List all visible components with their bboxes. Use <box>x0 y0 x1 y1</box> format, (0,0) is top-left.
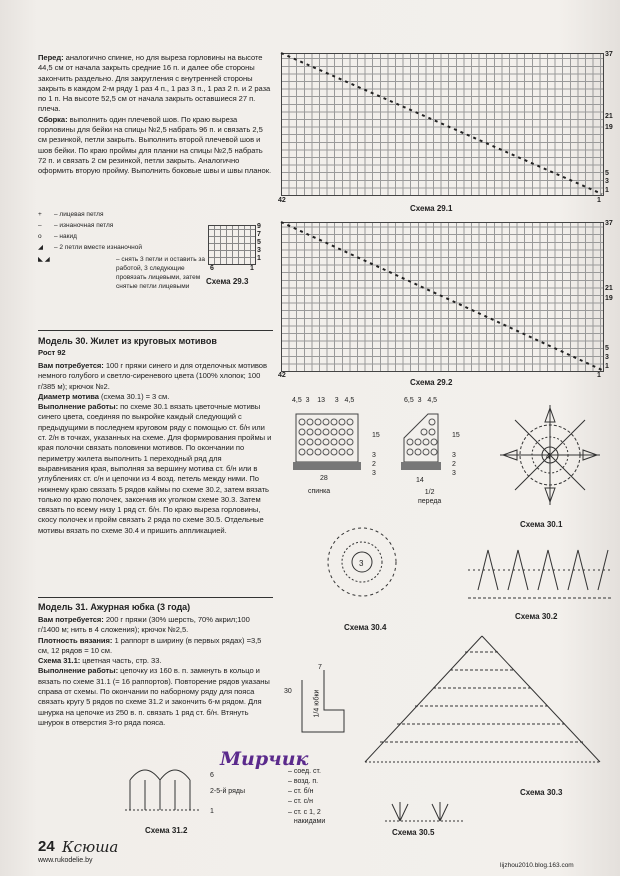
svg-text:4: 4 <box>546 452 551 461</box>
model31-materials-label: Вам потребуется: <box>38 615 104 624</box>
caption-30-1: Схема 30.1 <box>520 520 563 529</box>
caption-29-2: Схема 29.2 <box>410 378 453 387</box>
model30-diam-label: Диаметр мотива <box>38 391 99 401</box>
chart-29-2-row: 1 <box>605 363 609 370</box>
chart-29-1-col: 1 <box>597 197 601 204</box>
caption-30-2: Схема 30.2 <box>515 612 558 621</box>
model31-work: цепочку из 160 в. п. замкнуть в кольцо и вязать по схеме 31.1 (= 16 раппортов). Повторение рядов указаны справа от схемы. По окончании по наборному ряду для пояса связать кругу 5 рядов по схеме 31.2 и закончить 6-м рядом. Для шнурка на цепочке из 250 в. п. связать 1 ряд ст. б/н. Втянуть шнурок в отверстия 3-го ряда пояса. <box>38 666 270 727</box>
back-width: 28 <box>320 475 328 482</box>
chart-29-2-col: 42 <box>278 372 286 379</box>
legend-item: – 2 петли вместе изнаночной <box>54 244 142 251</box>
chart-29-1-row: 1 <box>605 187 609 194</box>
back-piece <box>290 408 370 478</box>
symbol-item: – соед. ст. <box>288 768 321 775</box>
caption-30-5: Схема 30.5 <box>392 828 435 837</box>
model31-scheme: цветная часть, стр. 33. <box>80 656 162 666</box>
back-top-dims: 4,5 3 13 3 4,5 <box>292 397 355 404</box>
svg-text:3: 3 <box>359 559 364 568</box>
chart-29-2-diagonal <box>281 222 602 370</box>
back-dim: 2 <box>372 461 376 468</box>
model30-materials-label: Вам потребуется: <box>38 361 104 370</box>
caption-30-4: Схема 30.4 <box>344 623 387 632</box>
divider <box>38 597 273 598</box>
front-dim: 3 <box>452 452 456 459</box>
page-number: 24 <box>38 838 55 855</box>
model30-body <box>38 361 273 536</box>
signature: Мирчик <box>220 748 309 770</box>
chart-31-2 <box>120 760 210 820</box>
skirt-piece <box>294 660 354 740</box>
chart-29-2-row: 3 <box>605 354 609 361</box>
chart-31-2-row: 6 <box>210 772 214 779</box>
assembly-text: выполнить один плечевой шов. По краю выреза горловины для бейки на спицы №2,5 набрать 96 п. и связать 2,5 см резинкой, петли закрыть. Выполнить второй плечевой шов и шов бейки. По краю проймы для планки на спицы №2,5 набрать 72 п. и связать 2 см резинкой, петли закрыть. Аналогично оформить вторую пройму. Выполнить боковые швы и швы планок. <box>38 114 272 176</box>
caption-29-3: Схема 29.3 <box>206 277 249 286</box>
blog-url: lijzhou2010.blog.163.com <box>500 862 574 869</box>
symbol-item: – ст. с/н <box>288 798 313 805</box>
model30-work-label: Выполнение работы: <box>38 402 119 412</box>
caption-31-2: Схема 31.2 <box>145 826 188 835</box>
symbol-item: – возд. п. <box>288 778 319 785</box>
front-label: Перед: <box>38 53 64 62</box>
chart-29-1-row: 21 <box>605 113 613 120</box>
model30-work: по схеме 30.1 вязать цветочные мотивы синего цвета, соединяя по выкройке каждый следующий с предыдущими в последнем круговом ряду с помощью ст. б/н или ст. 2/н в точках, указанных на схеме. Для формирования проймы и края полочки связать половинки мотивов. По окончании по периметру жилета выполнить 1 переходный ряд для выравнивания края, выполняя за вершину мотива ст. б/н или в углублениях ст. с/н и цепочки из 4 возд. петель между ними. По нижнему краю связать 5 рядов каймы по схеме 30.2, затем вязать только по краю полочек, закончив их уголком схеме 30.3. Затем связать по всему низу 1 ряд ст. б/н. По краю выреза горловины, скосу полочек и пройм связать 2 ряда по схеме 30.5. Отдельные мотивы вязать по схеме 30.4 и пришить аппликацией. <box>38 402 272 535</box>
back-label: спинка <box>308 488 331 495</box>
front-top-dims: 6,5 3 4,5 <box>404 397 438 404</box>
chart-29-1-col: 42 <box>278 197 286 204</box>
chart-29-2-row: 37 <box>605 220 613 227</box>
chart-29-3-row: 7 <box>257 231 261 238</box>
site-url: www.rukodelie.by <box>38 857 93 864</box>
chart-29-1-diagonal <box>281 53 602 194</box>
front-dim-height: 15 <box>452 432 460 439</box>
caption-30-3: Схема 30.3 <box>520 788 563 797</box>
back-dim: 3 <box>372 452 376 459</box>
assembly-label: Сборка: <box>38 114 68 124</box>
front-instructions <box>38 53 273 177</box>
chart-29-3-row: 3 <box>257 247 261 254</box>
model30-diam: (схема 30.1) = 3 см. <box>98 391 170 401</box>
legend-item: – изнаночная петля <box>54 222 114 229</box>
front-label: 1/2 переда <box>418 489 442 505</box>
magazine-page: Перед: аналогично спинке, но для выреза горловины на высоте 44,5 см от начала закрыть средние 16 п. и далее обе стороны закончить раздельно. Для закругления с внутренней стороны закрыть в каждом 2-м ряду 1 раз 4 п., 1 раз 3 п., 1 раз 2 п. и 2 раза по 1 п. На высоте 52,5 см от начала закрыть оставшиеся 27 п. плеча. Сборка: выполнить один плечевой шов. По краю выреза горловины для бейки на спицы №2,5 набрать 96 п. и связать 2,5 см резинкой, петли закрыть. Выполнить второй плечевой шов и шов бейки. По краю проймы для планки на спицы №2,5 набрать 72 п. и связать 2 см резинкой, петли закрыть. Аналогично оформить вторую пройму. Выполнить боковые швы и швы планок. + – лицевая петля – – изнаночная петля o – накид ◢ – 2 петли вместе изнаночной ◣ ◢ – снять 3 петли и оставить за работой, 3 следующие провязать лицевыми, затем снятые петли лицевыми 9 7 5 3 1 6 1 Схема 29.3 37 21 19 5 3 1 42 1 Схема 29.1 37 21 19 5 3 1 42 1 Схема 29.2 Модель 30. Жилет из круговых мотивов Рост 92 Вам потребуется: 100 г пряжи синего и для отделочных мотивов немного голубого и светло-сиреневого цвета (100% хлопок; 100 г/385 м); крючок №2. Диаметр мотива (схема 30.1) = 3 см. Выполнение работы: по схеме 30.1 вязать цветочные мотивы синего цвета, соединяя по выкройке каждый следующий с предыдущими в последнем круговом ряду с помощью ст. б/н или ст. 2/н в точках, указанных на схеме. Для формирования проймы и края полочки связать половинки мотивов. По окончании по периметру жилета выполнить 1 переходный ряд для выравнивания края, выполняя за вершину мотива ст. б/н или в углублениях ст. с/н и цепочки из 4 возд. петель между ними. По нижнему краю связать 5 рядов каймы по схеме 30.2, затем вязать только по краю полочек, закончив их уголком схеме 30.3. Затем связать по всему низу 1 ряд ст. б/н. По краю выреза горловины, скосу полочек и пройм связать 2 ряда по схеме 30.5. Отдельные мотивы вязать по схеме 30.4 и пришить аппликацией. Модель 31. Ажурная юбка (3 года) Вам потребуется: 200 г пряжи (30% шерсть, 70% акрил;100 г/1400 м; нить в 4 сложения); крючок №2,5. Плотность вязания: 1 раппорт в ширину (в первых рядах) =3,5 см, 12 рядов = 10 см. Схема 31.1: цветная часть, стр. 33. Выполнение работы: цепочку из 160 в. п. замкнуть в кольцо и вязать по схеме 31.1 (= 16 раппортов). Повторение рядов указаны справа от схемы. По окончании по наборному ряду для пояса связать кругу 5 рядов по схеме 31.2 и закончить 6-м рядом. Для шнурка на цепочке из 250 в. п. связать 1 ряд ст. б/н. Втянуть шнурок в отверстия 3-го ряда пояса. 4,5 3 13 3 4,5 15 3 2 3 28 спинка 6,5 3 4,5 15 3 2 3 14 1/2 переда 4 Схема 30.1 3 Схема 30.4 Схема 30.2 7 30 1/4 юбки Схема 30.3 Мирчик 6 2-5-й ряды 1 Схема 31.2 – соед. ст. – возд. п. – ст. б/н – ст. с/н – ст. с 1, 2 накидами Схема 30.5 24 Ксюша www.rukodelie.by lijzhou2010.blog.163.com <box>0 0 620 876</box>
chart-31-2-row: 2-5-й ряды <box>210 788 246 795</box>
chart-29-3 <box>208 225 256 265</box>
chart-29-1-row: 3 <box>605 178 609 185</box>
chart-29-1-row: 37 <box>605 51 613 58</box>
chart-29-1-row: 19 <box>605 124 613 131</box>
model31-density-label: Плотность вязания: <box>38 635 113 645</box>
model30-size: Рост 92 <box>38 348 66 357</box>
model31-work-label: Выполнение работы: <box>38 666 119 676</box>
legend-item: – лицевая петля <box>54 211 104 218</box>
front-width: 14 <box>416 477 424 484</box>
magazine-brand: Ксюша <box>62 838 119 856</box>
motif-30-4 <box>322 518 402 618</box>
chart-30-2 <box>468 540 618 605</box>
chart-29-3-row: 9 <box>257 223 261 230</box>
symbol-item: – ст. с 1, 2 накидами <box>288 809 326 825</box>
chart-29-2-row: 21 <box>605 285 613 292</box>
model31-density: 1 раппорт в ширину (в первых рядах) =3,5 см, 12 рядов = 10 см. <box>38 635 262 655</box>
chart-29-2-row: 19 <box>605 295 613 302</box>
skirt-label: 1/4 юбки <box>313 689 321 718</box>
skirt-width: 30 <box>284 688 292 695</box>
back-dim-height: 15 <box>372 432 380 439</box>
divider <box>38 330 273 331</box>
motif-30-1 <box>495 400 605 515</box>
legend-item: – накид <box>54 233 77 240</box>
legend-item: – снять 3 петли и оставить за работой, 3 следующие провязать лицевыми, затем снятые петли лицевыми <box>116 256 206 290</box>
model31-title: Модель 31. Ажурная юбка (3 года) <box>38 602 191 612</box>
front-text: аналогично спинке, но для выреза горловины на высоте 44,5 см от начала закрыть средние 16 п. и далее обе стороны закончить раздельно. Для закругления с внутренней стороны закрыть в каждом 2-м ряду 1 раз 4 п., 1 раз 3 п., 1 раз 2 п. и 2 раза по 1 п. На высоте 52,5 см от начала закрыть оставшиеся 27 п. плеча. <box>38 53 271 114</box>
front-piece <box>398 408 458 478</box>
chart-29-2-col: 1 <box>597 372 601 379</box>
model31-scheme-label: Схема 31.1: <box>38 656 81 666</box>
chart-29-3-col: 6 <box>210 265 214 272</box>
model31-materials: 200 г пряжи (30% шерсть, 70% акрил;100 г/1400 м; нить в 4 сложения); крючок №2,5. <box>38 615 250 635</box>
chart-29-3-row: 5 <box>257 239 261 246</box>
symbol-item: – ст. б/н <box>288 788 314 795</box>
chart-29-2-row: 5 <box>605 345 609 352</box>
chart-29-1-row: 5 <box>605 170 609 177</box>
model30-title: Модель 30. Жилет из круговых мотивов <box>38 336 217 346</box>
front-dim: 2 <box>452 461 456 468</box>
chart-29-3-col: 1 <box>250 265 254 272</box>
chart-30-3 <box>355 632 610 782</box>
model30-materials: 100 г пряжи синего и для отделочных мотивов немного голубого и светло-сиреневого цвета (100% хлопок; 100 г/385 м); крючок №2. <box>38 361 267 391</box>
back-dim: 3 <box>372 470 376 477</box>
chart-29-3-row: 1 <box>257 255 261 262</box>
front-dim: 3 <box>452 470 456 477</box>
chart-30-5 <box>380 796 470 826</box>
caption-29-1: Схема 29.1 <box>410 204 453 213</box>
skirt-top: 7 <box>318 664 322 671</box>
chart-31-2-row: 1 <box>210 808 214 815</box>
model31-body <box>38 615 273 728</box>
